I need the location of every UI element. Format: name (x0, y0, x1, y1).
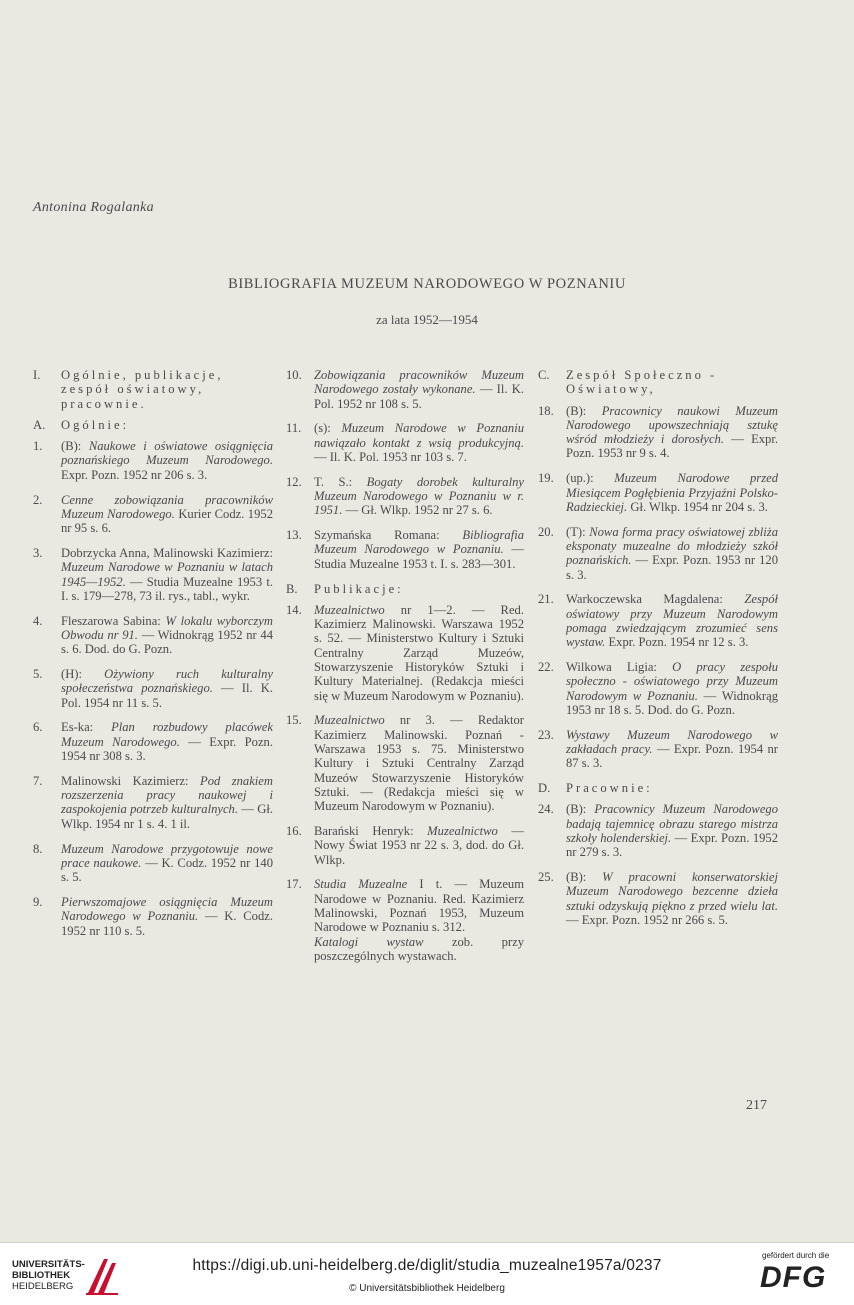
bibliography-entry: 5. (H): Ożywiony ruch kulturalny społeczeństwa poznańskiego. — Il. K. Pol. 1954 nr 11 s. 5. (33, 667, 273, 710)
bibliography-subtitle: za lata 1952—1954 (376, 312, 478, 327)
section-heading: D. Pracownie: (538, 781, 653, 796)
author-name: Antonina Rogalanka (33, 200, 154, 215)
dfg-logo[interactable]: DFG (760, 1261, 827, 1294)
section-heading: C. Zespół Społeczno - Oświatowy, (538, 368, 718, 397)
permalink-url[interactable]: https://digi.ub.uni-heidelberg.de/diglit/studia_muzealne1957a/0237 (192, 1257, 662, 1274)
bibliography-entry: 10. Zobowiązania pracowników Muzeum Narodowego zostały wykonane. — Il. K. Pol. 1952 nr 108 s. 5. (286, 368, 525, 411)
bibliography-entry: 1. (B): Naukowe i oświatowe osiągnięcia poznańskiego Muzeum Narodowego. Expr. Pozn. 1952 nr 206 s. 3. (33, 439, 273, 482)
bibliography-entry: 22. Wilkowa Ligia: O pracy zespołu społeczno - oświatowego przy Muzeum Narodowym w Poznaniu. — Widnokrąg 1953 nr 18 s. 5. Dod. do G. Pozn. (538, 660, 778, 717)
bibliography-entry: 13. Szymańska Romana: Bibliografia Muzeum Narodowego w Poznaniu. — Studia Muzealne 1953 t. I. s. 283—301. (286, 528, 524, 571)
funding-note: gefördert durch die (762, 1251, 830, 1260)
bibliography-entry: 17. Studia Muzealne I t. — Muzeum Narodowe w Poznaniu. Red. Kazimierz Malinowski, Poznań 1953, Muzeum Narodowe w Poznaniu s. 312. Katalogi wystaw zob. przy poszczególnych wystawach. (286, 877, 525, 963)
bibliography-entry: 7. Malinowski Kazimierz: Pod znakiem rozszerzenia pracy naukowej i zaspokojenia potrzeb kulturalnych. — Gł. Wlkp. 1954 nr 1 s. 4. 1 il. (33, 773, 273, 831)
bibliography-entry: 21. Warkoczewska Magdalena: Zespół oświatowy przy Muzeum Narodowym pomaga zwiedzającym zrozumieć sens wystaw. Expr. Pozn. 1954 nr 12 s. 3. (538, 592, 778, 650)
bibliography-entry: 16. Barański Henryk: Muzealnictwo — Nowy Świat 1953 nr 22 s. 3, dod. do Gł. Wlkp. (286, 824, 524, 867)
column-2 (286, 368, 524, 974)
bibliography-entry: 18. (B): Pracownicy naukowi Muzeum Narodowego upowszechniają sztukę wśród młodzieży i dorosłych. — Expr. Pozn. 1953 nr 9 s. 4. (538, 403, 779, 461)
bibliography-entry: 14. Muzealnictwo nr 1—2. — Red. Kazimierz Malinowski. Warszawa 1952 s. 52. — Ministerstwo Kultury i Sztuki Centralny Zarząd Muzeów, Stowarzyszenie Historyków Sztuki i Kultury Materialnej. (Redakcja mieści się w Muzeum Narodowym w Poznaniu). (286, 602, 524, 703)
bibliography-entry: 6. Es-ka: Plan rozbudowy placówek Muzeum Narodowego. — Expr. Pozn. 1954 nr 308 s. 3. (33, 720, 273, 764)
column-1 (33, 368, 273, 948)
bibliography-entry: 2. Cenne zobowiązania pracowników Muzeum Narodowego. Kurier Codz. 1952 nr 95 s. 6. (33, 492, 273, 536)
bibliography-entry: 9. Pierwszomajowe osiągnięcia Muzeum Narodowego w Poznaniu. — K. Codz. 1952 nr 110 s. 5. (33, 894, 274, 938)
section-heading: A. Ogólnie: (33, 417, 130, 432)
bibliography-entry: 24. (B): Pracownicy Muzeum Narodowego badają tajemnicę obrazu starego mistrza szkoły holenderskiej. — Expr. Pozn. 1952 nr 279 s. 3. (538, 802, 779, 860)
bibliography-entry: 25. (B): W pracowni konserwatorskiej Muzeum Narodowego bezcenne dzieła sztuki odzyskują piękno z przed wielu lat. — Expr. Pozn. 1952 nr 266 s. 5. (538, 870, 778, 927)
bibliography-entry: 3. Dobrzycka Anna, Malinowski Kazimierz: Muzeum Narodowe w Poznaniu w latach 1945—1952. — Studia Muzealne 1953 t. I. s. 179—278, 73 il. rys., tabl., wykr. (33, 545, 273, 603)
column-3 (538, 368, 778, 938)
bibliography-entry: 4. Fleszarowa Sabina: W lokalu wyborczym Obwodu nr 91. — Widnokrąg 1952 nr 44 s. 6. Dod. do G. Pozn. (33, 613, 274, 657)
bibliography-entry: 11. (s): Muzeum Narodowe w Poznaniu nawiązało kontakt z wsią produkcyjną. — Il. K. Pol. 1953 nr 103 s. 7. (286, 421, 525, 464)
bibliography-entry: 23. Wystawy Muzeum Narodowego w zakładach pracy. — Expr. Pozn. 1954 nr 87 s. 3. (538, 727, 778, 771)
university-library-logo[interactable]: UNIVERSITÄTS- BIBLIOTHEK HEIDELBERG (12, 1259, 85, 1292)
bibliography-title: BIBLIOGRAFIA MUZEUM NARODOWEGO W POZNANIU (228, 276, 626, 292)
bibliography-entry: 20. (T): Nowa forma pracy oświatowej zbliża eksponaty muzealne do młodzieży szkół poznańskich. — Expr. Pozn. 1953 nr 120 s. 3. (538, 524, 778, 582)
copyright-notice: © Universitätsbibliothek Heidelberg (349, 1283, 505, 1294)
section-heading: B. Publikacje: (286, 581, 404, 596)
page-number: 217 (746, 1098, 767, 1113)
bibliography-entry: 8. Muzeum Narodowe przygotowuje nowe prace naukowe. — K. Codz. 1952 nr 140 s. 5. (33, 841, 273, 885)
bibliography-entry: 15. Muzealnictwo nr 3. — Redaktor Kazimierz Malinowski. Poznań - Warszawa 1953 s. 75. Ministerstwo Kultury i Sztuki Centralny Zarząd Muzeów Stowarzyszenie Historyków Sztuki. — (Redakcja mieści się w Muzeum Narodowym w Poznaniu). (286, 713, 524, 814)
bibliography-entry: 12. T. S.: Bogaty dorobek kulturalny Muzeum Narodowego w Poznaniu w r. 1951. — Gł. Wlkp. 1952 nr 27 s. 6. (286, 474, 524, 518)
viewer-footer (0, 1242, 854, 1305)
section-heading: I. Ogólnie, publikacje, zespół oświatowy, pracownie. (33, 368, 224, 411)
bibliography-entry: 19. (up.): Muzeum Narodowe przed Miesiącem Pogłębienia Przyjaźni Polsko-Radzieckiej. Gł. Wlkp. 1954 nr 204 s. 3. (538, 471, 778, 514)
